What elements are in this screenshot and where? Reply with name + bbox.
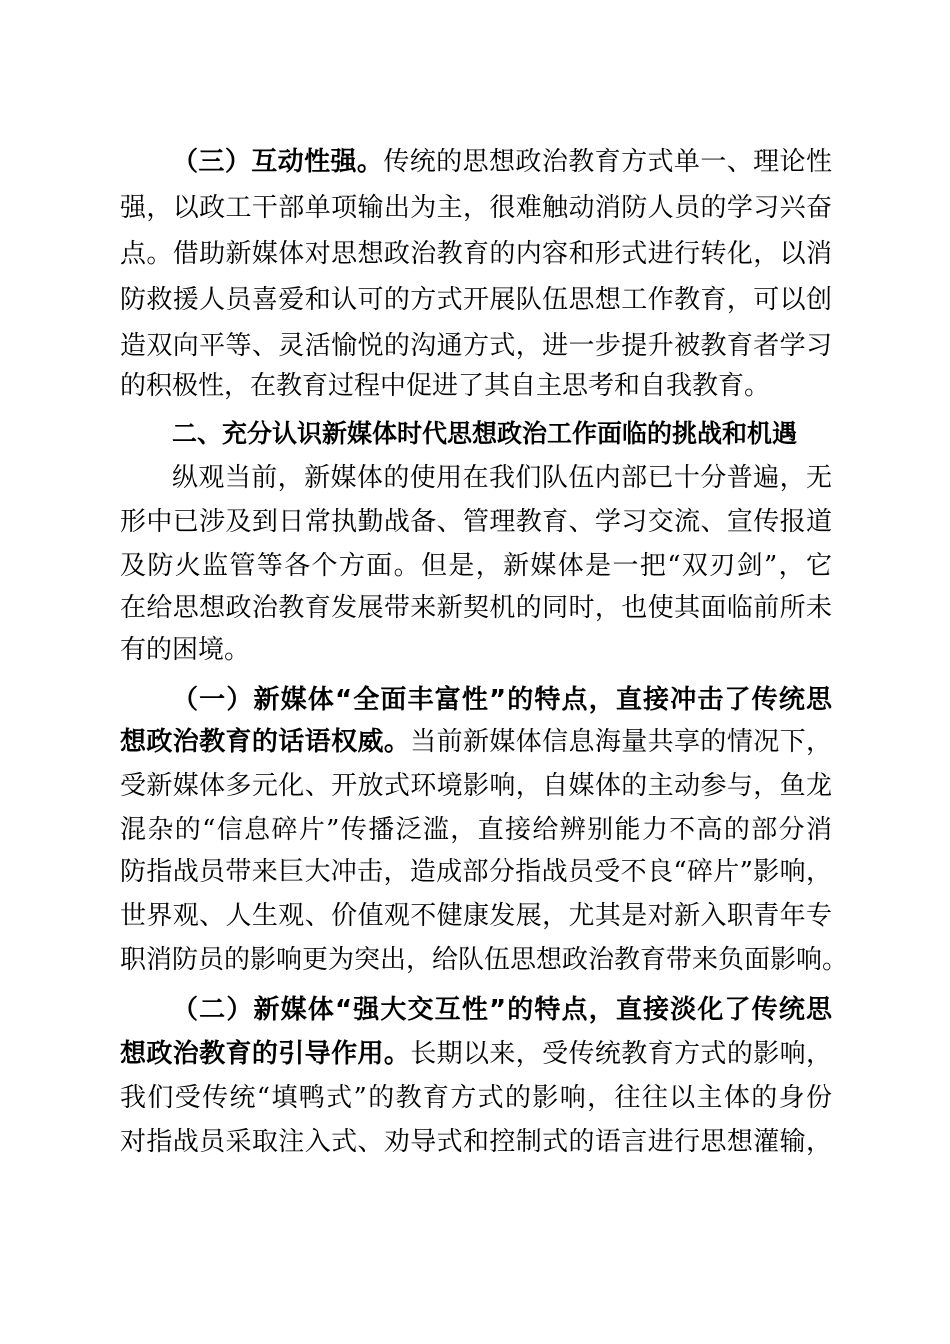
paragraph-line: 造双向平等、灵活愉悦的沟通方式，进一步提升被教育者学习 xyxy=(120,331,832,361)
paragraph-line: 形中已涉及到日常执勤战备、管理教育、学习交流、宣传报道 xyxy=(120,507,832,537)
paragraph-line: 世界观、人生观、价值观不健康发展，尤其是对新入职青年专 xyxy=(120,901,832,931)
paragraph-line xyxy=(172,140,832,184)
paragraph-line: 混杂的“信息碎片”传播泛滥，直接给辨别能力不高的部分消 xyxy=(120,815,832,845)
paragraph-line xyxy=(120,1032,832,1076)
paragraph-line: 在给思想政治教育发展带来新契机的同时，也使其面临前所未 xyxy=(120,593,832,623)
paragraph-line: （二）新媒体“强大交互性”的特点，直接淡化了传统思 xyxy=(172,995,832,1025)
text-span: 长期以来，受传统教育方式的影响， xyxy=(410,1039,832,1069)
paragraph-line: 的积极性，在教育过程中促进了其自主思考和自我教育。 xyxy=(120,371,771,401)
section-heading: 二、充分认识新媒体时代思想政治工作面临的挑战和机遇 xyxy=(172,419,798,448)
paragraph-line: 受新媒体多元化、开放式环境影响，自媒体的主动参与，鱼龙 xyxy=(120,771,832,801)
subheading-inline: 想政治教育的话语权威。 xyxy=(120,727,411,757)
subheading-inline: 想政治教育的引导作用。 xyxy=(120,1039,411,1069)
paragraph-line: 纵观当前，新媒体的使用在我们队伍内部已十分普遍，无 xyxy=(172,463,832,493)
paragraph-line: 我们受传统“填鸭式”的教育方式的影响，往往以主体的身份 xyxy=(120,1083,832,1113)
paragraph-line: 职消防员的影响更为突出，给队伍思想政治教育带来负面影响。 xyxy=(120,945,849,975)
paragraph-line: 有的困境。 xyxy=(120,635,251,665)
paragraph-line: 防指战员带来巨大冲击，造成部分指战员受不良“碎片”影响， xyxy=(120,857,832,887)
paragraph-line: 防救援人员喜爱和认可的方式开展队伍思想工作教育，可以创 xyxy=(120,285,832,315)
text-span: 当前新媒体信息海量共享的情况下， xyxy=(410,727,832,757)
paragraph-line: 及防火监管等各个方面。但是，新媒体是一把“双刃剑”，它 xyxy=(120,551,832,581)
paragraph-line: 对指战员采取注入式、劝导式和控制式的语言进行思想灌输， xyxy=(120,1127,832,1157)
paragraph-line: 点。借助新媒体对思想政治教育的内容和形式进行转化，以消 xyxy=(120,239,832,269)
text-span: 传统的思想政治教育方式单一、理论性 xyxy=(383,147,832,177)
paragraph-line: 强，以政工干部单项输出为主，很难触动消防人员的学习兴奋 xyxy=(120,193,832,223)
paragraph-line xyxy=(120,720,832,764)
subheading-inline: （三）互动性强。 xyxy=(172,147,384,177)
paragraph-line: （一）新媒体“全面丰富性”的特点，直接冲击了传统思 xyxy=(172,685,832,715)
